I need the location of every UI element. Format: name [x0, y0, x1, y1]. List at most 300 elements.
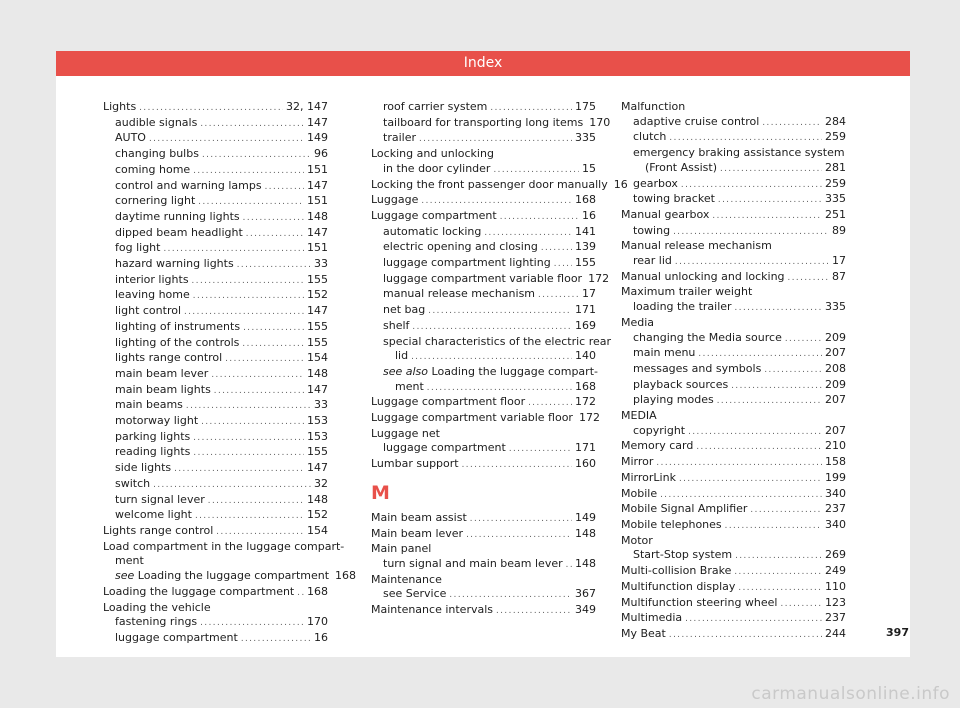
page-ref[interactable]: 340: [825, 517, 846, 531]
see-target[interactable]: Loading the luggage compart-: [431, 364, 598, 378]
index-entry[interactable]: [621, 254, 846, 270]
index-entry[interactable]: [621, 130, 846, 146]
leader-dots: [660, 488, 822, 503]
index-entry[interactable]: [621, 439, 846, 455]
index-heading: MEDIA: [621, 409, 657, 423]
index-entry[interactable]: [103, 304, 328, 320]
index-entry[interactable]: [621, 115, 846, 131]
entry-label: main beams: [115, 398, 183, 412]
page-ref[interactable]: 284: [825, 114, 846, 128]
index-entry[interactable]: [371, 100, 596, 116]
entry-label: Luggage: [371, 193, 419, 207]
entry-label: changing the Media source: [633, 330, 782, 344]
page-ref[interactable]: 33: [314, 257, 328, 271]
leader-dots: [237, 258, 311, 273]
page-ref[interactable]: 155: [307, 319, 328, 333]
entry-label: interior lights: [115, 272, 189, 286]
entry-label: reading lights: [115, 445, 191, 459]
leader-dots: [466, 528, 572, 543]
index-entry[interactable]: [371, 395, 596, 411]
page-ref[interactable]: 349: [575, 603, 596, 617]
page-ref[interactable]: 151: [307, 162, 328, 176]
page-ref[interactable]: 96: [314, 147, 328, 161]
entry-label: Main beam lever: [371, 526, 464, 540]
index-heading: Locking and unlocking: [371, 147, 494, 161]
page-ref[interactable]: 16: [613, 177, 628, 191]
entry-label: ment: [395, 379, 424, 393]
index-column-2: [371, 100, 628, 619]
page-ref[interactable]: 139: [575, 240, 596, 254]
entry-label: Main beam assist: [371, 510, 467, 524]
index-entry[interactable]: [103, 257, 328, 273]
page-ref[interactable]: 168: [335, 569, 357, 583]
entry-label: net bag: [383, 303, 426, 317]
entry-label: fog light: [115, 241, 161, 255]
leader-dots: [246, 227, 304, 242]
leader-dots: [243, 321, 304, 336]
index-entry[interactable]: [371, 457, 596, 473]
leader-dots: [208, 494, 304, 509]
entry-label: rear lid: [633, 254, 672, 268]
entry-label: towing: [633, 223, 671, 237]
leader-dots: [538, 288, 579, 303]
page-ref[interactable]: 172: [575, 395, 596, 409]
leader-dots: [163, 242, 304, 257]
page-ref[interactable]: 209: [825, 377, 846, 391]
index-entry[interactable]: [103, 430, 328, 446]
page-ref[interactable]: 171: [575, 303, 596, 317]
page-ref[interactable]: 110: [825, 579, 846, 593]
index-heading: Load compartment in the luggage compart-: [103, 539, 345, 553]
entry-label: switch: [115, 476, 151, 490]
page-ref[interactable]: 16: [582, 208, 596, 222]
leader-dots: [685, 612, 822, 627]
entry-label: (Front Assist): [645, 160, 717, 174]
leader-dots: [193, 431, 304, 446]
page-ref[interactable]: 148: [575, 556, 596, 570]
leader-dots: [490, 101, 572, 116]
index-entry[interactable]: [621, 300, 846, 316]
index-entry[interactable]: [371, 557, 596, 573]
page-ref[interactable]: 249: [825, 564, 846, 578]
leader-dots: [153, 478, 311, 493]
index-heading: Main panel: [371, 542, 432, 556]
index-entry[interactable]: [103, 569, 357, 585]
entry-label: gearbox: [633, 176, 678, 190]
page-ref[interactable]: 169: [575, 318, 596, 332]
entry-label: Start-Stop system: [633, 548, 733, 562]
page-ref[interactable]: 172: [578, 411, 600, 425]
see-target: Loading the luggage compartment: [137, 569, 330, 583]
index-entry[interactable]: [103, 147, 328, 163]
page-ref[interactable]: 17: [832, 254, 846, 268]
page-ref[interactable]: 251: [825, 207, 846, 221]
index-entry[interactable]: [371, 511, 596, 527]
page-ref[interactable]: 87: [832, 269, 846, 283]
leader-dots: [717, 394, 822, 409]
page-ref[interactable]: 207: [825, 346, 846, 360]
page-ref[interactable]: 148: [307, 209, 328, 223]
page-ref[interactable]: 123: [825, 595, 846, 609]
entry-label: coming home: [115, 162, 191, 176]
index-entry[interactable]: [371, 411, 600, 427]
index-entry[interactable]: [103, 194, 328, 210]
index-entry[interactable]: [371, 603, 596, 619]
page-ref[interactable]: 160: [575, 457, 596, 471]
index-entry[interactable]: [621, 161, 846, 177]
index-entry[interactable]: [103, 273, 328, 289]
leader-dots: [788, 271, 829, 286]
entry-label: Luggage compartment floor: [371, 395, 526, 409]
page-ref[interactable]: 158: [825, 455, 846, 469]
leader-dots: [225, 352, 304, 367]
index-heading: Luggage net: [371, 426, 440, 440]
page-ref[interactable]: 148: [575, 526, 596, 540]
index-entry[interactable]: [621, 455, 846, 471]
leader-dots: [712, 209, 822, 224]
page-ref[interactable]: 147: [307, 115, 328, 129]
index-entry[interactable]: [371, 587, 596, 603]
index-entry[interactable]: [371, 193, 596, 209]
leader-dots: [184, 305, 304, 320]
page-ref[interactable]: 367: [575, 587, 596, 601]
leader-dots: [718, 193, 822, 208]
index-entry[interactable]: [103, 163, 328, 179]
index-entry[interactable]: [621, 208, 846, 224]
entry-label: automatic locking: [383, 224, 482, 238]
page-ref[interactable]: 172: [588, 271, 610, 285]
index-entry[interactable]: [371, 441, 596, 457]
index-entry[interactable]: [103, 524, 328, 540]
page-ref[interactable]: 199: [825, 470, 846, 484]
page-ref[interactable]: 152: [307, 288, 328, 302]
page-ref[interactable]: 17: [582, 287, 596, 301]
page-ref[interactable]: 148: [307, 366, 328, 380]
page-ref[interactable]: 269: [825, 548, 846, 562]
entry-label: Locking the front passenger door manually: [371, 177, 608, 191]
entry-label: Mobile: [621, 486, 658, 500]
leader-dots: [764, 363, 822, 378]
page-ref[interactable]: 209: [825, 330, 846, 344]
index-entry[interactable]: [103, 493, 328, 509]
index-entry[interactable]: [371, 319, 596, 335]
page-ref[interactable]: 335: [825, 192, 846, 206]
page-ref[interactable]: 168: [575, 379, 596, 393]
page-ref[interactable]: 89: [832, 223, 846, 237]
leader-dots: [720, 162, 822, 177]
index-entry[interactable]: [621, 224, 846, 240]
page-header: [56, 51, 910, 76]
leader-dots: [242, 337, 304, 352]
entry-label: Multi-collision Brake: [621, 564, 732, 578]
page-ref[interactable]: 152: [307, 508, 328, 522]
entry-label: Multifunction steering wheel: [621, 595, 778, 609]
index-heading: Media: [621, 315, 655, 329]
leader-dots: [528, 396, 572, 411]
index-entry[interactable]: [103, 336, 328, 352]
page-ref[interactable]: 237: [825, 611, 846, 625]
entry-label: Mobile telephones: [621, 517, 722, 531]
index-entry[interactable]: [621, 518, 846, 534]
entry-label: parking lights: [115, 429, 191, 443]
leader-dots: [241, 632, 311, 647]
index-heading: Malfunction: [621, 100, 686, 113]
page-ref[interactable]: 149: [575, 510, 596, 524]
entry-label: turn signal lever: [115, 492, 205, 506]
page-ref[interactable]: 207: [825, 393, 846, 407]
page-ref[interactable]: 259: [825, 130, 846, 144]
leader-dots: [781, 597, 823, 612]
leader-dots: [265, 180, 304, 195]
index-entry[interactable]: [371, 349, 596, 365]
leader-dots: [735, 301, 822, 316]
leader-dots: [174, 462, 304, 477]
index-entry[interactable]: [621, 596, 846, 612]
leader-dots: [493, 163, 579, 178]
page-ref[interactable]: 153: [307, 414, 328, 428]
entry-label: MirrorLink: [621, 470, 676, 484]
index-entry[interactable]: [103, 131, 328, 147]
page-ref[interactable]: 151: [307, 241, 328, 255]
entry-label: dipped beam headlight: [115, 225, 243, 239]
index-entry[interactable]: [621, 362, 846, 378]
index-entry[interactable]: [103, 320, 328, 336]
leader-dots: [656, 456, 822, 471]
index-entry[interactable]: [103, 445, 328, 461]
index-entry[interactable]: [103, 631, 328, 647]
leader-dots: [195, 509, 304, 524]
page-ref[interactable]: 154: [307, 351, 328, 365]
leader-dots: [462, 458, 572, 473]
page-ref[interactable]: 207: [825, 423, 846, 437]
page-ref[interactable]: 33: [314, 398, 328, 412]
index-entry[interactable]: [103, 461, 328, 477]
page-ref[interactable]: 237: [825, 502, 846, 516]
page-ref[interactable]: 15: [582, 161, 596, 175]
index-entry[interactable]: [103, 241, 328, 257]
page-ref[interactable]: 147: [307, 178, 328, 192]
index-entry[interactable]: [371, 225, 596, 241]
index-entry[interactable]: [371, 115, 611, 132]
index-entry[interactable]: [371, 131, 596, 147]
leader-dots: [412, 320, 572, 335]
page-ref[interactable]: 155: [307, 335, 328, 349]
entry-label: Lumbar support: [371, 457, 459, 471]
page-ref[interactable]: 155: [307, 445, 328, 459]
entry-label: manual release mechanism: [383, 287, 536, 301]
index-entry[interactable]: [621, 548, 846, 564]
index-entry[interactable]: [621, 627, 846, 643]
entry-label: Luggage compartment: [371, 208, 497, 222]
page-ref[interactable]: 16: [314, 630, 328, 644]
index-entry[interactable]: [621, 424, 846, 440]
index-entry[interactable]: [621, 192, 846, 208]
index-entry[interactable]: [103, 508, 328, 524]
index-entry[interactable]: [371, 256, 596, 272]
index-entry[interactable]: [621, 270, 846, 286]
index-entry[interactable]: [371, 162, 596, 178]
page-ref[interactable]: 259: [825, 176, 846, 190]
leader-dots: [470, 512, 572, 527]
index-entry[interactable]: [103, 414, 328, 430]
leader-dots: [193, 289, 304, 304]
index-entry[interactable]: [621, 471, 846, 487]
entry-label: lighting of the controls: [115, 335, 240, 349]
entry-label: playback sources: [633, 377, 729, 391]
entry-label: Mirror: [621, 455, 654, 469]
index-heading: ment: [115, 554, 144, 568]
index-entry[interactable]: [621, 611, 846, 627]
entry-label: leaving home: [115, 288, 190, 302]
page-ref[interactable]: 170: [589, 115, 611, 129]
leader-dots: [421, 194, 572, 209]
leader-dots: [785, 332, 822, 347]
index-entry[interactable]: [103, 179, 328, 195]
index-entry[interactable]: [621, 331, 846, 347]
page-ref[interactable]: 171: [575, 441, 596, 455]
index-entry[interactable]: [103, 398, 328, 414]
page-ref[interactable]: 154: [307, 523, 328, 537]
index-entry[interactable]: [103, 585, 328, 601]
index-entry[interactable]: [103, 100, 328, 116]
index-entry[interactable]: [621, 177, 846, 193]
index-entry[interactable]: [103, 351, 328, 367]
index-entry[interactable]: [621, 580, 846, 596]
page-ref[interactable]: 244: [825, 626, 846, 640]
entry-label: changing bulbs: [115, 147, 199, 161]
index-entry[interactable]: [103, 210, 328, 226]
page-ref[interactable]: 210: [825, 439, 846, 453]
page-ref[interactable]: 148: [307, 492, 328, 506]
leader-dots: [149, 132, 304, 147]
leader-dots: [411, 350, 572, 365]
leader-dots: [688, 425, 822, 440]
leader-dots: [500, 210, 579, 225]
index-entry[interactable]: [621, 502, 846, 518]
index-entry[interactable]: [103, 383, 328, 399]
leader-dots: [681, 178, 822, 193]
leader-dots: [201, 415, 304, 430]
leader-dots: [216, 525, 304, 540]
page-ref[interactable]: 340: [825, 486, 846, 500]
leader-dots: [509, 442, 572, 457]
see-label: see also: [383, 364, 429, 378]
entry-label: Lights: [103, 100, 137, 113]
index-entry[interactable]: [621, 393, 846, 409]
see-label: see: [115, 569, 135, 583]
index-entry[interactable]: [621, 378, 846, 394]
page-ref[interactable]: 168: [575, 193, 596, 207]
index-entry[interactable]: [103, 367, 328, 383]
entry-label: light control: [115, 304, 182, 318]
leader-dots: [484, 226, 572, 241]
leader-dots: [554, 257, 572, 272]
leader-dots: [427, 381, 572, 396]
index-entry[interactable]: [103, 116, 328, 132]
leader-dots: [735, 549, 822, 564]
index-column-3: [621, 100, 846, 643]
page-ref[interactable]: 335: [825, 300, 846, 314]
page-ref[interactable]: 155: [575, 256, 596, 270]
leader-dots: [243, 211, 304, 226]
index-see-also: [371, 365, 596, 380]
page-ref[interactable]: 147: [307, 382, 328, 396]
leader-dots: [496, 604, 572, 619]
index-entry[interactable]: [621, 346, 846, 362]
leader-dots: [211, 368, 304, 383]
entry-label: luggage compartment: [383, 441, 506, 455]
page-ref[interactable]: 208: [825, 361, 846, 375]
page-ref[interactable]: 168: [307, 584, 328, 598]
leader-dots: [419, 132, 572, 147]
entry-label: AUTO: [115, 131, 146, 145]
index-entry[interactable]: [371, 240, 596, 256]
index-entry[interactable]: [621, 564, 846, 580]
entry-label: Manual unlocking and locking: [621, 269, 785, 283]
page-ref[interactable]: 149: [307, 131, 328, 145]
entry-label: [115, 569, 329, 584]
index-entry[interactable]: [103, 477, 328, 493]
page-ref[interactable]: 153: [307, 429, 328, 443]
index-entry[interactable]: [371, 527, 596, 543]
leader-dots: [297, 586, 304, 601]
entry-label: shelf: [383, 318, 410, 332]
page-number: 397: [886, 626, 909, 639]
index-heading: Manual release mechanism: [621, 239, 772, 253]
entry-label: welcome light: [115, 508, 192, 522]
page-ref[interactable]: 140: [575, 349, 596, 363]
index-entry[interactable]: [103, 615, 328, 631]
index-heading: emergency braking assistance system: [633, 146, 845, 160]
page-ref[interactable]: 32: [314, 476, 328, 490]
page-ref[interactable]: 32, 147: [286, 100, 328, 113]
index-entry[interactable]: [103, 288, 328, 304]
index-entry[interactable]: [371, 303, 596, 319]
entry-label: luggage compartment variable floor: [383, 271, 583, 285]
entry-label: messages and symbols: [633, 361, 762, 375]
index-entry[interactable]: [371, 209, 596, 225]
index-entry[interactable]: [371, 177, 628, 194]
page-ref[interactable]: 281: [825, 160, 846, 174]
index-heading: Maximum trailer weight: [621, 285, 753, 299]
index-entry[interactable]: [621, 487, 846, 503]
index-entry[interactable]: [371, 287, 596, 303]
entry-label: lights range control: [115, 351, 223, 365]
index-entry[interactable]: [371, 380, 596, 396]
entry-label: luggage compartment lighting: [383, 256, 551, 270]
leader-dots: [696, 440, 822, 455]
entry-label: control and warning lamps: [115, 178, 262, 192]
page-ref[interactable]: 151: [307, 194, 328, 208]
page-ref[interactable]: 147: [307, 461, 328, 475]
entry-label: towing bracket: [633, 192, 715, 206]
leader-dots: [762, 116, 822, 131]
page-ref[interactable]: 335: [575, 131, 596, 145]
page-ref[interactable]: 141: [575, 224, 596, 238]
entry-label: hazard warning lights: [115, 257, 234, 271]
page-ref[interactable]: 155: [307, 272, 328, 286]
page-ref[interactable]: 170: [307, 615, 328, 629]
index-entry[interactable]: [103, 226, 328, 242]
entry-label: trailer: [383, 131, 416, 145]
leader-dots: [673, 225, 829, 240]
index-entry[interactable]: [371, 271, 610, 288]
page-ref[interactable]: 147: [307, 304, 328, 318]
index-heading: Maintenance: [371, 572, 442, 586]
entry-label: daytime running lights: [115, 209, 240, 223]
page-ref[interactable]: 175: [575, 100, 596, 113]
page-ref[interactable]: 147: [307, 225, 328, 239]
